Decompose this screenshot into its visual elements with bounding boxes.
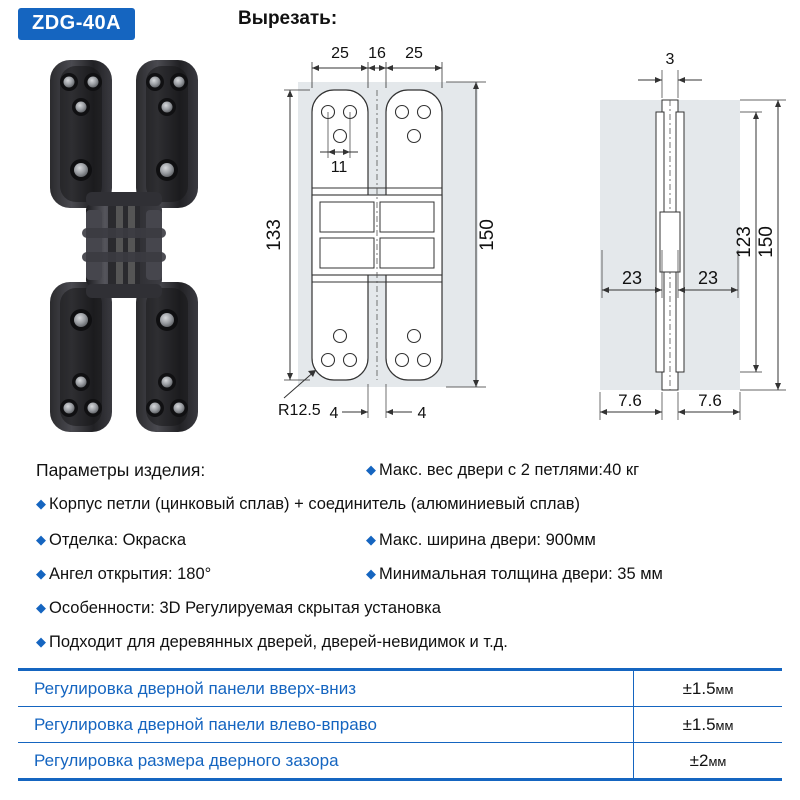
cut-label: Вырезать: <box>238 8 338 29</box>
spec-item-finish: ◆ Отделка: Окраска <box>36 531 187 549</box>
value-text: ±1.5 <box>682 679 716 698</box>
dim-side-3: 3 <box>665 51 675 68</box>
unit-text: мм <box>715 682 734 697</box>
front-view-drawing <box>250 40 550 440</box>
adjust-row-value-vertical <box>633 671 782 706</box>
hinge-photo <box>24 52 224 442</box>
adjustment-table <box>18 668 782 781</box>
dim-side-150: 150 <box>756 226 777 258</box>
adjust-row-value-gap <box>633 743 782 778</box>
value-text: ±1.5 <box>682 715 716 734</box>
spec-item-max-width: ◆ Макс. ширина двери: 900мм <box>366 531 596 549</box>
dim-side-123: 123 <box>734 226 755 258</box>
bullet-icon: ◆ <box>36 634 46 649</box>
side-view-drawing <box>560 40 800 440</box>
spec-item-open-angle: ◆ Ангел открытия: 180° <box>36 565 212 583</box>
dim-bottom-4-left: 4 <box>329 405 339 422</box>
dim-side-76-right: 7.6 <box>698 391 722 410</box>
adjust-row-label-gap: Регулировка размера дверного зазора <box>34 750 339 770</box>
bullet-icon: ◆ <box>36 496 46 511</box>
dim-side-23-right: 23 <box>697 268 719 288</box>
table-row <box>18 743 782 778</box>
model-badge: ZDG-40A <box>18 8 135 40</box>
adjust-row-label-horizontal: Регулировка дверной панели влево-вправо <box>34 714 377 734</box>
bullet-icon: ◆ <box>36 600 46 615</box>
dim-top-25-left: 25 <box>331 45 349 62</box>
spec-item-material: ◆ Корпус петли (цинковый сплав) + соединитель (алюминиевый сплав) <box>36 495 580 513</box>
spec-list <box>18 452 786 662</box>
adjust-row-value-horizontal <box>633 707 782 742</box>
bullet-icon: ◆ <box>366 462 376 477</box>
spec-item-suitable-for: ◆ Подходит для деревянных дверей, дверей-невидимок и т.д. <box>36 633 508 651</box>
spec-item-min-thickness: ◆ Минимальная толщина двери: 35 мм <box>366 565 663 583</box>
dim-hole-11: 11 <box>330 159 348 176</box>
bullet-icon: ◆ <box>366 532 376 547</box>
dim-left-133: 133 <box>264 219 285 251</box>
dim-side-76-left: 7.6 <box>618 391 642 410</box>
dim-radius: R12.5 <box>278 402 321 419</box>
dim-right-150: 150 <box>477 219 498 251</box>
unit-text: мм <box>715 718 734 733</box>
spec-item-max-weight: ◆ Макс. вес двери с 2 петлями:40 кг <box>366 461 640 479</box>
value-text: ±2 <box>689 751 709 770</box>
dim-side-23-left: 23 <box>621 268 643 288</box>
dim-top-25-right: 25 <box>405 45 423 62</box>
bullet-icon: ◆ <box>36 532 46 547</box>
spec-item-features: ◆ Особенности: 3D Регулируемая скрытая установка <box>36 599 441 617</box>
adjust-row-label-vertical: Регулировка дверной панели вверх-вниз <box>34 678 356 698</box>
dim-bottom-4-right: 4 <box>417 405 427 422</box>
unit-text: мм <box>708 754 727 769</box>
spec-title: Параметры изделия: <box>36 460 206 480</box>
bullet-icon: ◆ <box>366 566 376 581</box>
table-row <box>18 671 782 707</box>
table-row <box>18 707 782 743</box>
dim-top-16: 16 <box>368 45 386 62</box>
bullet-icon: ◆ <box>36 566 46 581</box>
